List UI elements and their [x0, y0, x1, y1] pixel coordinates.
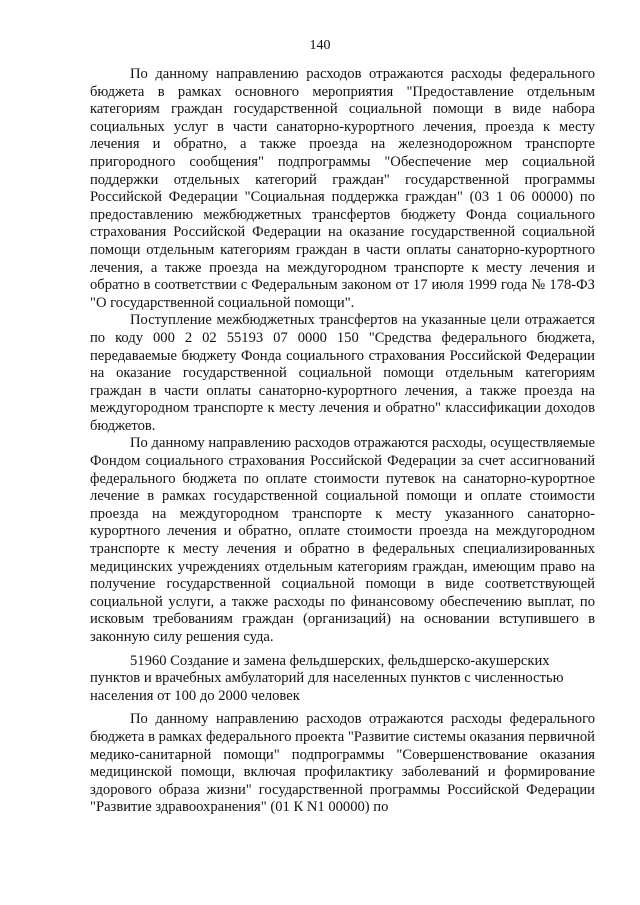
paragraph-2: Поступление межбюджетных трансфертов на указанные цели отражается по коду 000 2 02 55193 07 0000 150 "Средства федерального бюджета, передаваемые бюджету Фонда социального страхования Российской Федерации на оказание государственной социальной помощи отдельным категориям граждан в части оплаты санаторно-курортного лечения, а также проезда на междугородном транспорте к месту лечения и обратно" классификации доходов бюджетов. — [90, 312, 595, 434]
document-body — [90, 66, 595, 817]
budget-code-heading: 51960 Создание и замена фельдшерских, фельдшерско-акушерских пунктов и врачебных амбулаторий для населенных пунктов с численностью населения от 100 до 2000 человек — [90, 652, 564, 704]
paragraph-3: По данному направлению расходов отражаются расходы, осуществляемые Фондом социального страхования Российской Федерации за счет ассигнований федерального бюджета по оплате стоимости путевок на санаторно-курортное лечение в рамках государственной социальной помощи и оплате стоимости проезда на междугородном транспорте к месту указанного санаторно-курортного лечения и обратно, оплате стоимости проезда на междугородном транспорте к месту лечения и обратно в федеральных специализированных медицинских учреждениях отдельным категориям граждан, имеющим право на получение государственной социальной помощи в виде соответствующей социальной услуги, а также расходы по финансовому обеспечению выплат, по исковым требованиям граждан (организаций) на основании вступившего в законную силу решения суда. — [90, 435, 595, 645]
paragraph-1: По данному направлению расходов отражаются расходы федерального бюджета в рамках основного мероприятия "Предоставление отдельным категориям граждан государственной социальной помощи в виде набора социальных услуг в части санаторно-курортного лечения, проезда к месту лечения и обратно, а также проезда на железнодорожном транспорте пригородного сообщения" подпрограммы "Обеспечение мер социальной поддержки отдельных категорий граждан" государственной программы Российской Федерации "Социальная поддержка граждан" (03 1 06 00000) по предоставлению межбюджетных трансфертов бюджету Фонда социального страхования Российской Федерации на оказание государственной социальной помощи отдельным категориям граждан в части оплаты санаторно-курортного лечения, а также проезда на междугородном транспорте к месту лечения и обратно в соответствии с Федеральным законом от 17 июля 1999 года № 178-ФЗ "О государственной социальной помощи". — [90, 66, 595, 311]
paragraph-4: По данному направлению расходов отражаются расходы федерального бюджета в рамках федерального проекта "Развитие системы оказания первичной медико-санитарной помощи" подпрограммы "Совершенствование оказания медицинской помощи, включая профилактику заболеваний и формирование здорового образа жизни" государственной программы Российской Федерации "Развитие здравоохранения" (01 К N1 00000) по — [90, 711, 595, 816]
page-number: 140 — [309, 38, 331, 53]
